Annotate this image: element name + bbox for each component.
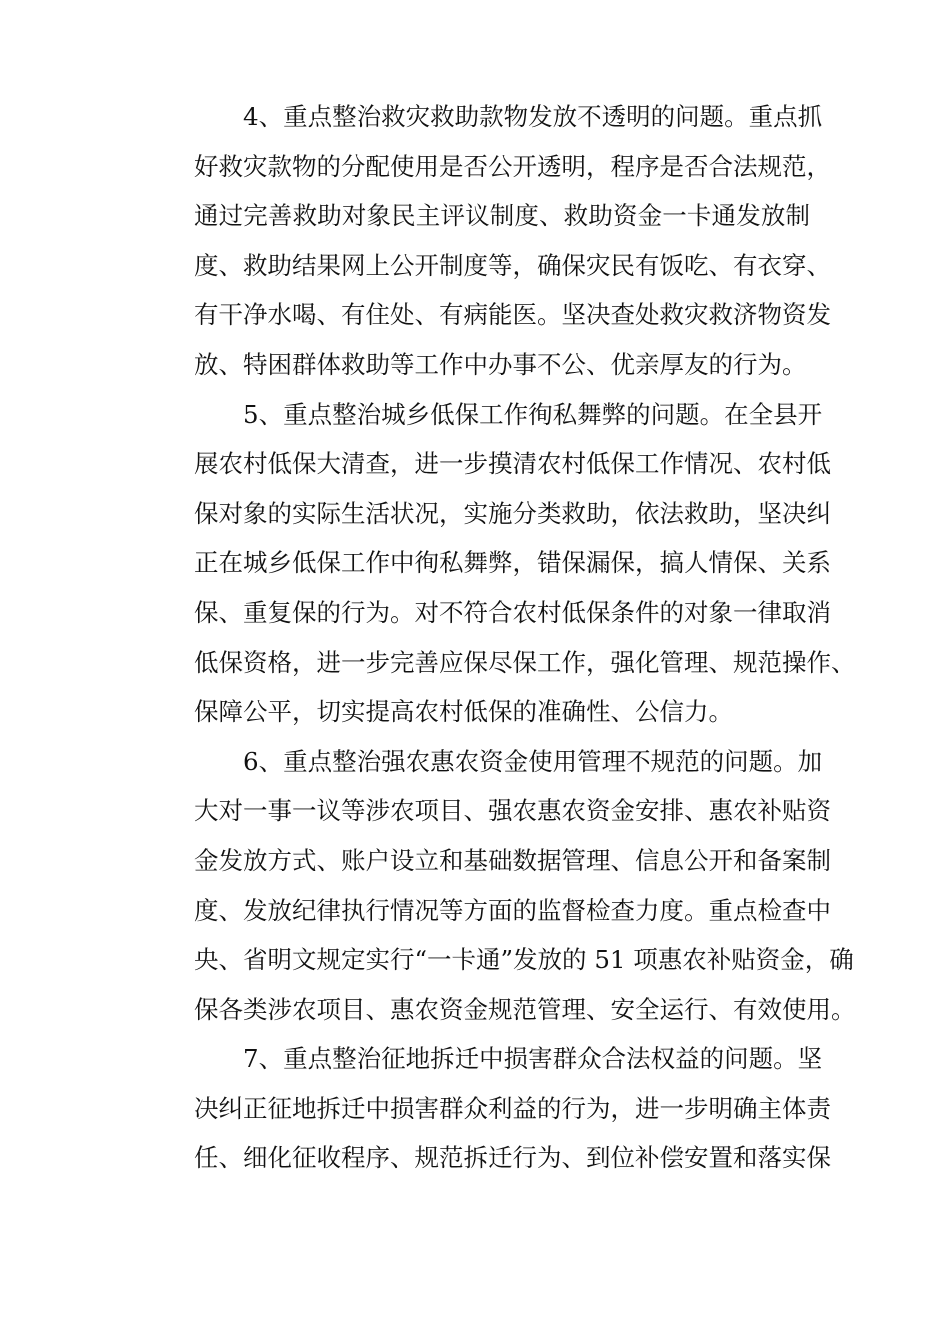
text-line: 放、特困群体救助等工作中办事不公、优亲厚友的行为。: [194, 349, 807, 379]
text-line: 正在城乡低保工作中徇私舞弊，错保漏保，搞人情保、关系: [194, 548, 831, 578]
text-line: 保各类涉农项目、惠农资金规范管理、安全运行、有效使用。: [194, 994, 856, 1024]
text-line: 通过完善救助对象民主评议制度、救助资金一卡通发放制: [194, 201, 810, 231]
text-line: 金发放方式、账户设立和基础数据管理、信息公开和备案制: [194, 845, 831, 875]
text-line: 低保资格，进一步完善应保尽保工作，强化管理、规范操作、: [194, 647, 856, 677]
text-line: 展农村低保大清查，进一步摸清农村低保工作情况、农村低: [194, 449, 831, 479]
text-line: 5、重点整治城乡低保工作徇私舞弊的问题。在全县开: [243, 399, 823, 429]
text-line: 保障公平，切实提高农村低保的准确性、公信力。: [194, 697, 733, 727]
text-line: 决纠正征地拆迁中损害群众利益的行为，进一步明确主体责: [194, 1093, 831, 1123]
text-line: 度、救助结果网上公开制度等，确保灾民有饭吃、有衣穿、: [194, 250, 831, 280]
text-line: 好救灾款物的分配使用是否公开透明，程序是否合法规范，: [194, 151, 831, 181]
paragraph-item-6: [145, 737, 856, 1035]
text-line: 6、重点整治强农惠农资金使用管理不规范的问题。加: [243, 746, 823, 776]
text-line: 保对象的实际生活状况，实施分类救助，依法救助，坚决纠: [194, 498, 831, 528]
text-line: 度、发放纪律执行情况等方面的监督检查力度。重点检查中: [194, 895, 831, 925]
text-line: 任、细化征收程序、规范拆迁行为、到位补偿安置和落实保: [194, 1143, 831, 1173]
text-line: 4、重点整治救灾救助款物发放不透明的问题。重点抓: [243, 102, 823, 131]
paragraph-item-5: [145, 390, 856, 737]
document-page: [145, 92, 856, 1183]
text-line: 有干净水喝、有住处、有病能医。坚决查处救灾救济物资发: [194, 300, 831, 330]
text-line: 大对一事一议等涉农项目、强农惠农资金安排、惠农补贴资: [194, 796, 831, 826]
paragraph-item-7: [145, 1034, 831, 1183]
text-line: 保、重复保的行为。对不符合农村低保条件的对象一律取消: [194, 597, 831, 627]
text-line: 7、重点整治征地拆迁中损害群众合法权益的问题。坚: [243, 1044, 823, 1074]
text-line: 央、省明文规定实行“一卡通”发放的 51 项惠农补贴资金，确: [194, 945, 854, 975]
paragraph-item-4: [145, 92, 831, 390]
